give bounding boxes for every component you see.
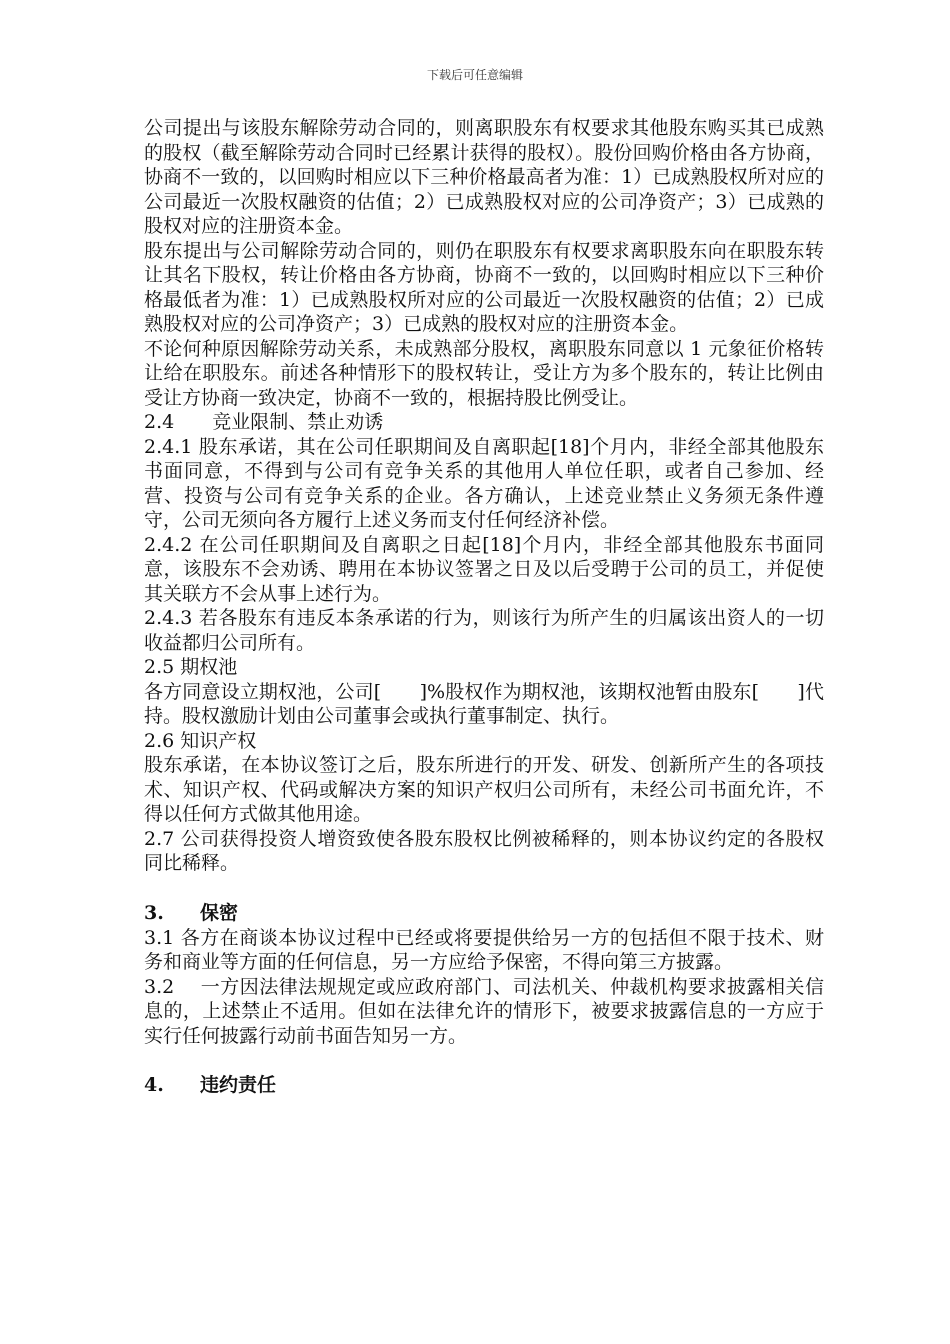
section-4-number: 4. xyxy=(144,1074,164,1096)
section-2-5-heading: 2.5 期权池 xyxy=(144,656,238,678)
paragraph-unvested-transfer: 不论何种原因解除劳动关系，未成熟部分股权，离职股东同意以 1 元象征价格转让给在职股东。前述各种情形下的股权转让，受让方为多个股东的，转让比例由受让方协商一致决定，协商不一致的，根据持股比例受让。 xyxy=(144,337,824,409)
clause-2-7: 2.7 公司获得投资人增资致使各股东股权比例被稀释的，则本协议约定的各股权同比稀释。 xyxy=(144,827,824,874)
section-3-number: 3. xyxy=(144,901,164,924)
paragraph-resignation-shareholder: 股东提出与公司解除劳动合同的，则仍在职股东有权要求离职股东向在职股东转让其名下股权，转让价格由各方协商，协商不一致的，以回购时相应以下三种价格最低者为准：1）已成熟股权所对应的公司最近一次股权融资的估值；2）已成熟股权对应的公司净资产；3）已成熟的股权对应的注册资本金。 xyxy=(144,239,824,335)
clause-2-5-body: 各方同意设立期权池，公司[ ]%股权作为期权池，该期权池暂由股东[ ]代持。股权激励计划由公司董事会或执行董事制定、执行。 xyxy=(144,680,824,727)
spacer xyxy=(144,876,824,900)
clause-2-4-2: 2.4.2 在公司任职期间及自离职之日起[18]个月内，非经全部其他股东书面同意，该股东不会劝诱、聘用在本协议签署之日及以后受聘于公司的员工，并促使其关联方不会从事上述行为。 xyxy=(144,533,824,605)
section-2-6-heading: 2.6 知识产权 xyxy=(144,729,257,752)
section-2-4-heading: 2.4 竞业限制、禁止劝诱 xyxy=(144,411,384,433)
clause-2-4-1: 2.4.1 股东承诺，其在公司任职期间及自离职起[18]个月内，非经全部其他股东书面同意，不得到与公司有竞争关系的其他用人单位任职，或者自己参加、经营、投资与公司有竞争关系的企业。各方确认，上述竞业禁止义务须无条件遵守，公司无须向各方履行上述义务而支付任何经济补偿。 xyxy=(144,435,824,531)
paragraph-resignation-company: 公司提出与该股东解除劳动合同的，则离职股东有权要求其他股东购买其已成熟的股权（截至解除劳动合同时已经累计获得的股权）。股份回购价格由各方协商，协商不一致的，以回购时相应以下三种价格最高者为准：1）已成熟股权所对应的公司最近一次股权融资的估值；2）已成熟股权对应的公司净资产；3）已成熟的股权对应的注册资本金。 xyxy=(144,117,824,237)
clause-2-6-body: 股东承诺，在本协议签订之后，股东所进行的开发、研发、创新所产生的各项技术、知识产权、代码或解决方案的知识产权归公司所有，未经公司书面允许，不得以任何方式做其他用途。 xyxy=(144,754,824,825)
page-header-note: 下载后可任意编辑 xyxy=(426,68,523,82)
section-4-title: 违约责任 xyxy=(200,1074,277,1096)
document-body xyxy=(144,116,824,1098)
clause-2-4-3: 2.4.3 若各股东有违反本条承诺的行为，则该行为所产生的归属该出资人的一切收益都归公司所有。 xyxy=(144,607,824,654)
clause-3-2: 3.2 一方因法律法规规定或应政府部门、司法机关、仲裁机构要求披露相关信息的，上述禁止不适用。但如在法律允许的情形下，被要求披露信息的一方应于实行任何披露行动前书面告知另一方。 xyxy=(144,975,824,1047)
section-3-heading xyxy=(144,900,824,926)
clause-3-1: 3.1 各方在商谈本协议过程中已经或将要提供给另一方的包括但不限于技术、财务和商业等方面的任何信息，另一方应给予保密，不得向第三方披露。 xyxy=(144,926,824,973)
section-3-title: 保密 xyxy=(200,901,239,924)
spacer xyxy=(144,1048,824,1072)
section-4-heading xyxy=(144,1072,824,1098)
